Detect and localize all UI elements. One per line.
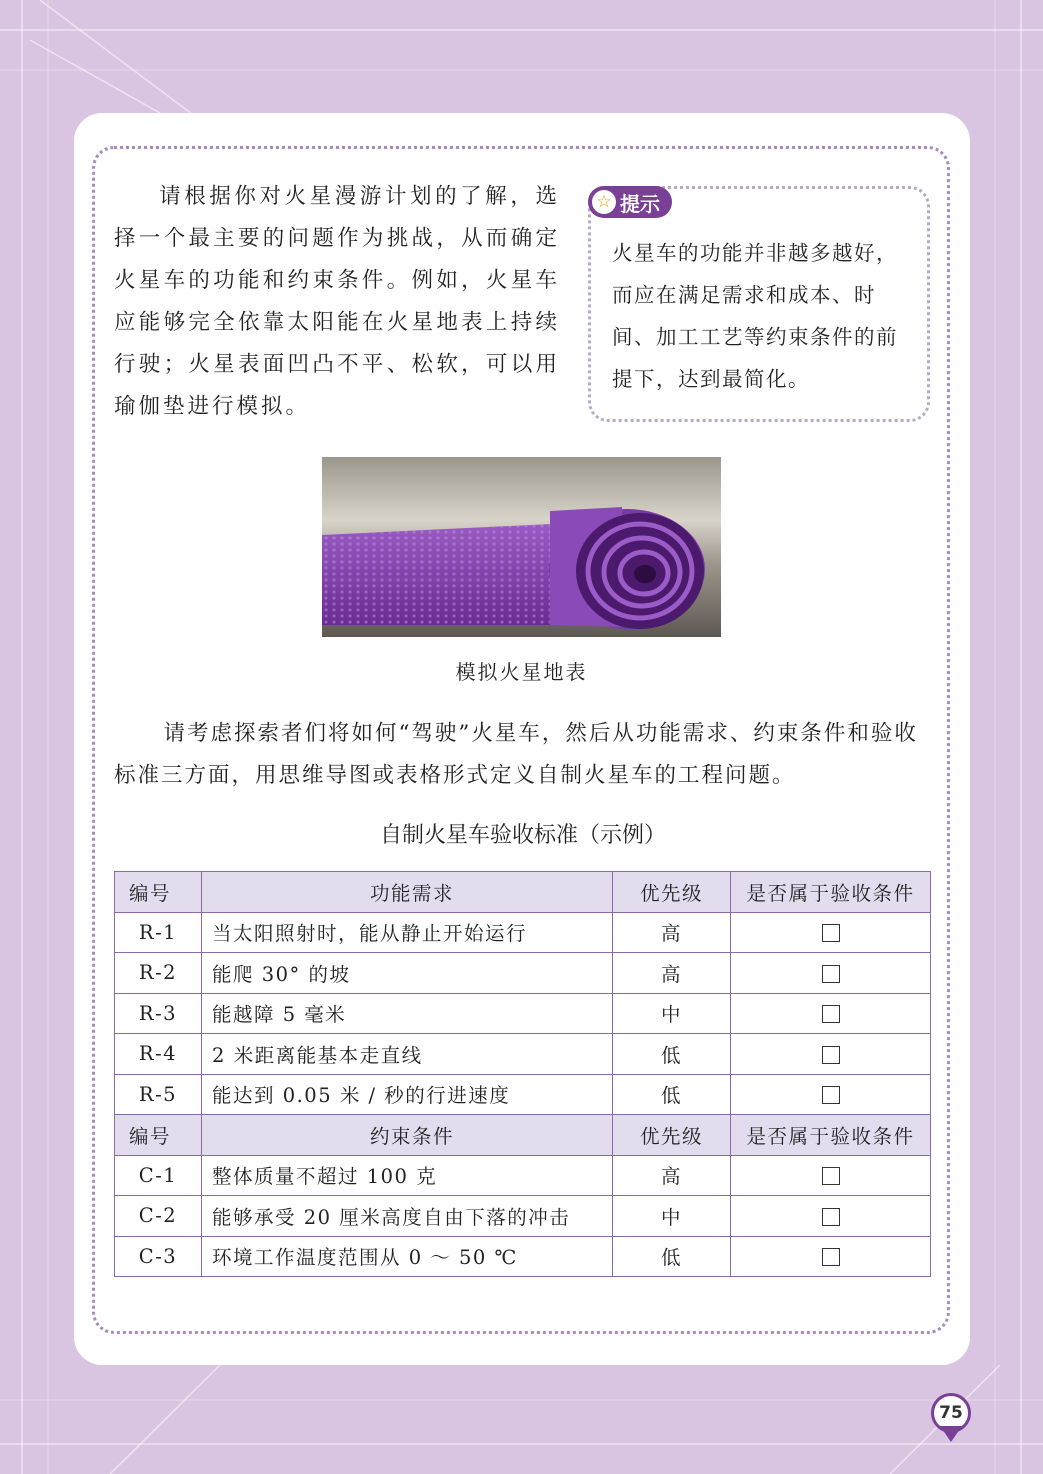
accept-checkbox[interactable] xyxy=(822,1046,840,1064)
row-priority: 低 xyxy=(613,1236,731,1277)
header-function: 功能需求 xyxy=(202,872,613,913)
table-title: 自制火星车验收标准（示例） xyxy=(379,823,666,848)
table-row xyxy=(115,1236,931,1277)
row-id: R-5 xyxy=(115,1074,202,1115)
header-constraint: 约束条件 xyxy=(202,1115,613,1156)
table-row xyxy=(115,993,931,1034)
table-row xyxy=(115,1034,931,1075)
accept-checkbox[interactable] xyxy=(822,1086,840,1104)
table-row xyxy=(115,1074,931,1115)
row-desc: 能爬 30° 的坡 xyxy=(202,953,613,994)
row-priority: 高 xyxy=(613,912,731,953)
row-desc: 当太阳照射时，能从静止开始运行 xyxy=(202,912,613,953)
row-priority: 低 xyxy=(613,1074,731,1115)
tip-badge xyxy=(588,186,672,218)
constraint-header-row xyxy=(115,1115,931,1156)
row-desc: 环境工作温度范围从 0 ～ 50 ℃ xyxy=(202,1236,613,1277)
row-desc: 能够承受 20 厘米高度自由下落的冲击 xyxy=(202,1196,613,1237)
header-accept: 是否属于验收条件 xyxy=(731,872,931,913)
row-id: R-1 xyxy=(115,912,202,953)
header-id: 编号 xyxy=(115,1115,202,1156)
acceptance-table xyxy=(114,871,931,1277)
row-id: R-2 xyxy=(115,953,202,994)
function-header-row xyxy=(115,872,931,913)
table-row xyxy=(115,1196,931,1237)
accept-checkbox[interactable] xyxy=(822,1248,840,1266)
instruction-paragraph: 请考虑探索者们将如何“驾驶”火星车，然后从功能需求、约束条件和验收标准三方面，用思维导图或表格形式定义自制火星车的工程问题。 xyxy=(114,721,918,788)
accept-checkbox[interactable] xyxy=(822,924,840,942)
tip-text: 火星车的功能并非越多越好，而应在满足需求和成本、时间、加工工艺等约束条件的前提下，达到最简化。 xyxy=(612,241,898,391)
star-icon: ☆ xyxy=(592,190,616,214)
intro-paragraph: 请根据你对火星漫游计划的了解，选择一个最主要的问题作为挑战，从而确定火星车的功能和约束条件。例如，火星车应能够完全依靠太阳能在火星地表上持续行驶；火星表面凹凸不平、松软，可以用瑜伽垫进行模拟。 xyxy=(114,184,560,419)
accept-checkbox[interactable] xyxy=(822,1208,840,1226)
page-pin-marker xyxy=(940,1426,962,1442)
row-id: R-4 xyxy=(115,1034,202,1075)
table-row xyxy=(115,1155,931,1196)
row-id: C-2 xyxy=(115,1196,202,1237)
row-desc: 2 米距离能基本走直线 xyxy=(202,1034,613,1075)
row-id: R-3 xyxy=(115,993,202,1034)
accept-checkbox[interactable] xyxy=(822,1167,840,1185)
image-caption: 模拟火星地表 xyxy=(455,660,588,684)
table-row xyxy=(115,953,931,994)
row-priority: 高 xyxy=(613,953,731,994)
row-priority: 中 xyxy=(613,993,731,1034)
row-priority: 低 xyxy=(613,1034,731,1075)
header-accept: 是否属于验收条件 xyxy=(731,1115,931,1156)
accept-checkbox[interactable] xyxy=(822,965,840,983)
page-number: 75 xyxy=(931,1393,971,1433)
header-priority: 优先级 xyxy=(613,1115,731,1156)
table-row xyxy=(115,912,931,953)
header-id: 编号 xyxy=(115,872,202,913)
row-priority: 高 xyxy=(613,1155,731,1196)
accept-checkbox[interactable] xyxy=(822,1005,840,1023)
row-id: C-3 xyxy=(115,1236,202,1277)
yoga-mat-photo xyxy=(322,457,721,637)
tip-badge-label: 提示 xyxy=(620,191,660,216)
row-priority: 中 xyxy=(613,1196,731,1237)
row-desc: 能越障 5 毫米 xyxy=(202,993,613,1034)
row-desc: 整体质量不超过 100 克 xyxy=(202,1155,613,1196)
row-id: C-1 xyxy=(115,1155,202,1196)
header-priority: 优先级 xyxy=(613,872,731,913)
row-desc: 能达到 0.05 米 / 秒的行进速度 xyxy=(202,1074,613,1115)
